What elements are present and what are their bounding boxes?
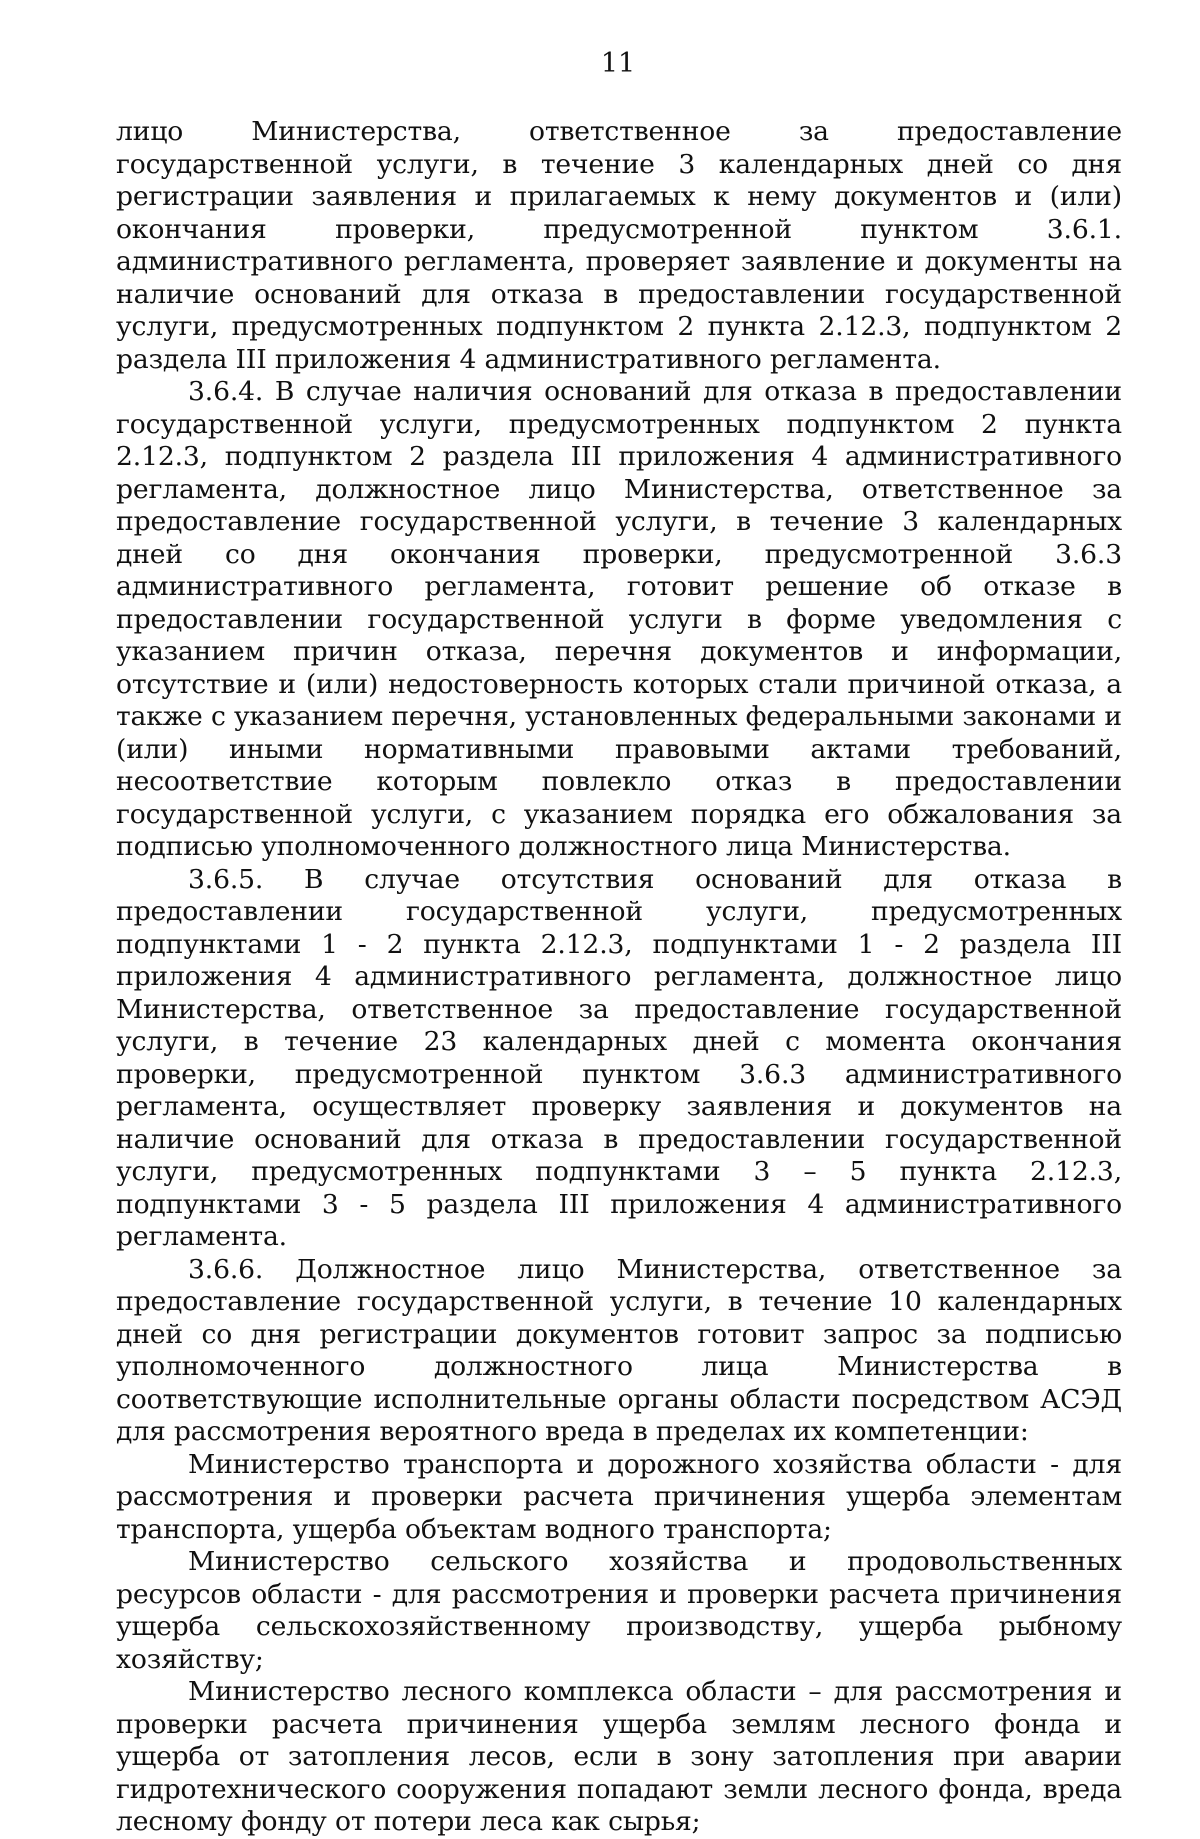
paragraph-3-6-6: 3.6.6. Должностное лицо Министерства, ответственное за предоставление государственной услуги, в течение 10 календарных дней со дня регистрации документов готовит запрос за подписью уполномоченного должностного лица Министерства в соответствующие исполнительные органы области посредством АСЭД для рассмотрения вероятного вреда в пределах их компетенции: [116, 1253, 1122, 1447]
list-item-forestry-ministry: Министерство лесного комплекса области – для рассмотрения и проверки расчета причинения ущерба землям лесного фонда и ущерба от затопления лесов, если в зону затопления при аварии гидротехнического сооружения попадают земли лесного фонда, вреда лесному фонду от потери леса как сырья; [116, 1676, 1122, 1837]
paragraph-continuation: лицо Министерства, ответственное за предоставление государственной услуги, в течение 3 календарных дней со дня регистрации заявления и прилагаемых к нему документов и (или) окончания проверки, предусмотренной пунктом 3.6.1. административного регламента, проверяет заявление и документы на наличие оснований для отказа в предоставлении государственной услуги, предусмотренных подпунктом 2 пункта 2.12.3, подпунктом 2 раздела III приложения 4 административного регламента. [116, 116, 1122, 375]
paragraph-3-6-5: 3.6.5. В случае отсутствия оснований для отказа в предоставлении государственной услуги, предусмотренных подпунктами 1 - 2 пункта 2.12.3, подпунктами 1 - 2 раздела III приложения 4 административного регламента, должностное лицо Министерства, ответственное за предоставление государственной услуги, в течение 23 календарных дней с момента окончания проверки, предусмотренной пунктом 3.6.3 административного регламента, осуществляет проверку заявления и документов на наличие оснований для отказа в предоставлении государственной услуги, предусмотренных подпунктами 3 – 5 пункта 2.12.3, подпунктами 3 - 5 раздела III приложения 4 административного регламента. [116, 863, 1122, 1252]
list-item-agriculture-ministry: Министерство сельского хозяйства и продовольственных ресурсов области - для рассмотрения и проверки расчета причинения ущерба сельскохозяйственному производству, ущерба рыбному хозяйству; [116, 1546, 1122, 1675]
list-item-transport-ministry: Министерство транспорта и дорожного хозяйства области - для рассмотрения и проверки расчета причинения ущерба элементам транспорта, ущерба объектам водного транспорта; [116, 1448, 1122, 1545]
document-body [116, 116, 1122, 1839]
paragraph-3-6-4: 3.6.4. В случае наличия оснований для отказа в предоставлении государственной услуги, предусмотренных подпунктом 2 пункта 2.12.3, подпунктом 2 раздела III приложения 4 административного регламента, должностное лицо Министерства, ответственное за предоставление государственной услуги, в течение 3 календарных дней со дня окончания проверки, предусмотренной 3.6.3 административного регламента, готовит решение об отказе в предоставлении государственной услуги в форме уведомления с указанием причин отказа, перечня документов и информации, отсутствие и (или) недостоверность которых стали причиной отказа, а также с указанием перечня, установленных федеральными законами и (или) иными нормативными правовыми актами требований, несоответствие которым повлекло отказ в предоставлении государственной услуги, с указанием порядка его обжалования за подписью уполномоченного должностного лица Министерства. [116, 376, 1122, 862]
page-number: 11 [600, 48, 636, 79]
